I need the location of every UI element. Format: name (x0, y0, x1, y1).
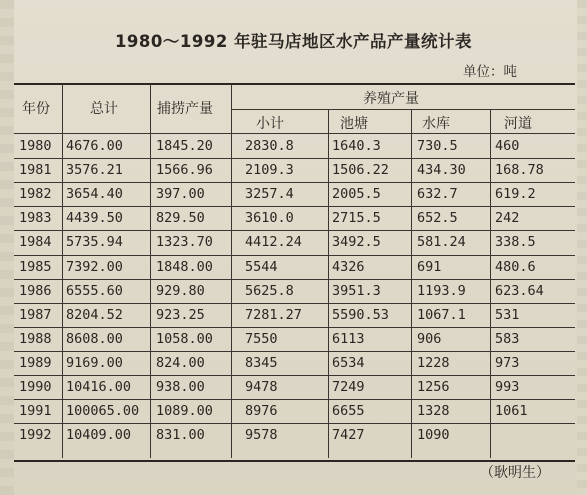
cell-total: 10409.00 (66, 427, 132, 443)
cell-year: 1991 (19, 403, 52, 419)
cell-year: 1989 (19, 355, 52, 371)
cell-year: 1986 (19, 283, 52, 299)
cell-year: 1987 (19, 307, 52, 323)
cell-catch: 1566.96 (156, 162, 213, 178)
cell-reservoir: 581.24 (417, 234, 466, 250)
cell-reservoir: 1090 (417, 427, 450, 443)
cell-catch: 397.00 (156, 186, 205, 202)
cell-reservoir: 730.5 (417, 138, 458, 154)
column-divider (411, 110, 412, 458)
cell-subtotal: 8976 (245, 403, 278, 419)
column-divider (62, 84, 63, 458)
header-reservoir: 水库 (422, 116, 450, 132)
cell-pond: 2715.5 (332, 210, 381, 226)
cell-subtotal: 9578 (245, 427, 278, 443)
cell-catch: 831.00 (156, 427, 205, 443)
cell-pond: 6655 (332, 403, 365, 419)
cell-river: 168.78 (495, 162, 544, 178)
cell-subtotal: 2830.8 (245, 138, 294, 154)
cell-river: 619.2 (495, 186, 536, 202)
cell-year: 1985 (19, 259, 52, 275)
cell-catch: 929.80 (156, 283, 205, 299)
cell-reservoir: 652.5 (417, 210, 458, 226)
cell-river: 583 (495, 331, 520, 347)
cell-river: 460 (495, 138, 520, 154)
cell-pond: 6534 (332, 355, 365, 371)
cell-total: 8608.00 (66, 331, 123, 347)
cell-subtotal: 2109.3 (245, 162, 294, 178)
cell-subtotal: 3257.4 (245, 186, 294, 202)
cell-total: 4676.00 (66, 138, 123, 154)
header-subdivider (231, 109, 575, 110)
header-total: 总计 (90, 101, 118, 117)
cell-pond: 3492.5 (332, 234, 381, 250)
cell-river: 242 (495, 210, 520, 226)
cell-total: 8204.52 (66, 307, 123, 323)
cell-subtotal: 5544 (245, 259, 278, 275)
column-divider (328, 110, 329, 458)
cell-pond: 5590.53 (332, 307, 389, 323)
header-subtotal: 小计 (256, 116, 284, 132)
cell-catch: 923.25 (156, 307, 205, 323)
header-aquaculture: 养殖产量 (363, 91, 419, 107)
cell-pond: 4326 (332, 259, 365, 275)
cell-total: 4439.50 (66, 210, 123, 226)
cell-river: 531 (495, 307, 520, 323)
cell-year: 1981 (19, 162, 52, 178)
cell-reservoir: 434.30 (417, 162, 466, 178)
cell-catch: 1848.00 (156, 259, 213, 275)
header-catch: 捕捞产量 (157, 101, 213, 117)
cell-reservoir: 906 (417, 331, 442, 347)
cell-river: 993 (495, 379, 520, 395)
cell-reservoir: 1193.9 (417, 283, 466, 299)
cell-pond: 3951.3 (332, 283, 381, 299)
cell-year: 1992 (19, 427, 52, 443)
cell-pond: 2005.5 (332, 186, 381, 202)
cell-reservoir: 1067.1 (417, 307, 466, 323)
cell-total: 6555.60 (66, 283, 123, 299)
cell-year: 1983 (19, 210, 52, 226)
cell-year: 1990 (19, 379, 52, 395)
cell-total: 3654.40 (66, 186, 123, 202)
cell-river: 1061 (495, 403, 528, 419)
cell-river: 623.64 (495, 283, 544, 299)
cell-subtotal: 5625.8 (245, 283, 294, 299)
adjacent-page-bleed-left (0, 0, 14, 495)
cell-pond: 7427 (332, 427, 365, 443)
cell-pond: 1506.22 (332, 162, 389, 178)
author-credit: （耿明生） (480, 465, 550, 481)
cell-subtotal: 4412.24 (245, 234, 302, 250)
cell-catch: 938.00 (156, 379, 205, 395)
cell-subtotal: 8345 (245, 355, 278, 371)
cell-reservoir: 1256 (417, 379, 450, 395)
unit-label: 单位：吨 (463, 64, 517, 80)
cell-subtotal: 7281.27 (245, 307, 302, 323)
cell-year: 1980 (19, 138, 52, 154)
adjacent-page-bleed-right (577, 0, 587, 495)
cell-reservoir: 1228 (417, 355, 450, 371)
cell-total: 7392.00 (66, 259, 123, 275)
cell-year: 1982 (19, 186, 52, 202)
cell-catch: 1089.00 (156, 403, 213, 419)
cell-river: 973 (495, 355, 520, 371)
column-divider (490, 110, 491, 458)
cell-total: 100065.00 (66, 403, 140, 419)
cell-subtotal: 7550 (245, 331, 278, 347)
header-river: 河道 (504, 116, 532, 132)
cell-year: 1984 (19, 234, 52, 250)
cell-river: 338.5 (495, 234, 536, 250)
cell-year: 1988 (19, 331, 52, 347)
cell-reservoir: 691 (417, 259, 442, 275)
cell-subtotal: 3610.0 (245, 210, 294, 226)
cell-total: 9169.00 (66, 355, 123, 371)
cell-total: 5735.94 (66, 234, 123, 250)
cell-reservoir: 1328 (417, 403, 450, 419)
header-pond: 池塘 (340, 116, 368, 132)
cell-total: 3576.21 (66, 162, 123, 178)
cell-pond: 6113 (332, 331, 365, 347)
cell-total: 10416.00 (66, 379, 132, 395)
column-divider (150, 84, 151, 458)
table-title: 1980～1992 年驻马店地区水产品产量统计表 (114, 32, 473, 51)
cell-catch: 1058.00 (156, 331, 213, 347)
cell-subtotal: 9478 (245, 379, 278, 395)
cell-pond: 7249 (332, 379, 365, 395)
cell-catch: 829.50 (156, 210, 205, 226)
column-divider (231, 84, 232, 458)
cell-catch: 1323.70 (156, 234, 213, 250)
cell-river: 480.6 (495, 259, 536, 275)
cell-catch: 1845.20 (156, 138, 213, 154)
cell-pond: 1640.3 (332, 138, 381, 154)
cell-reservoir: 632.7 (417, 186, 458, 202)
header-year: 年份 (22, 101, 50, 117)
cell-catch: 824.00 (156, 355, 205, 371)
